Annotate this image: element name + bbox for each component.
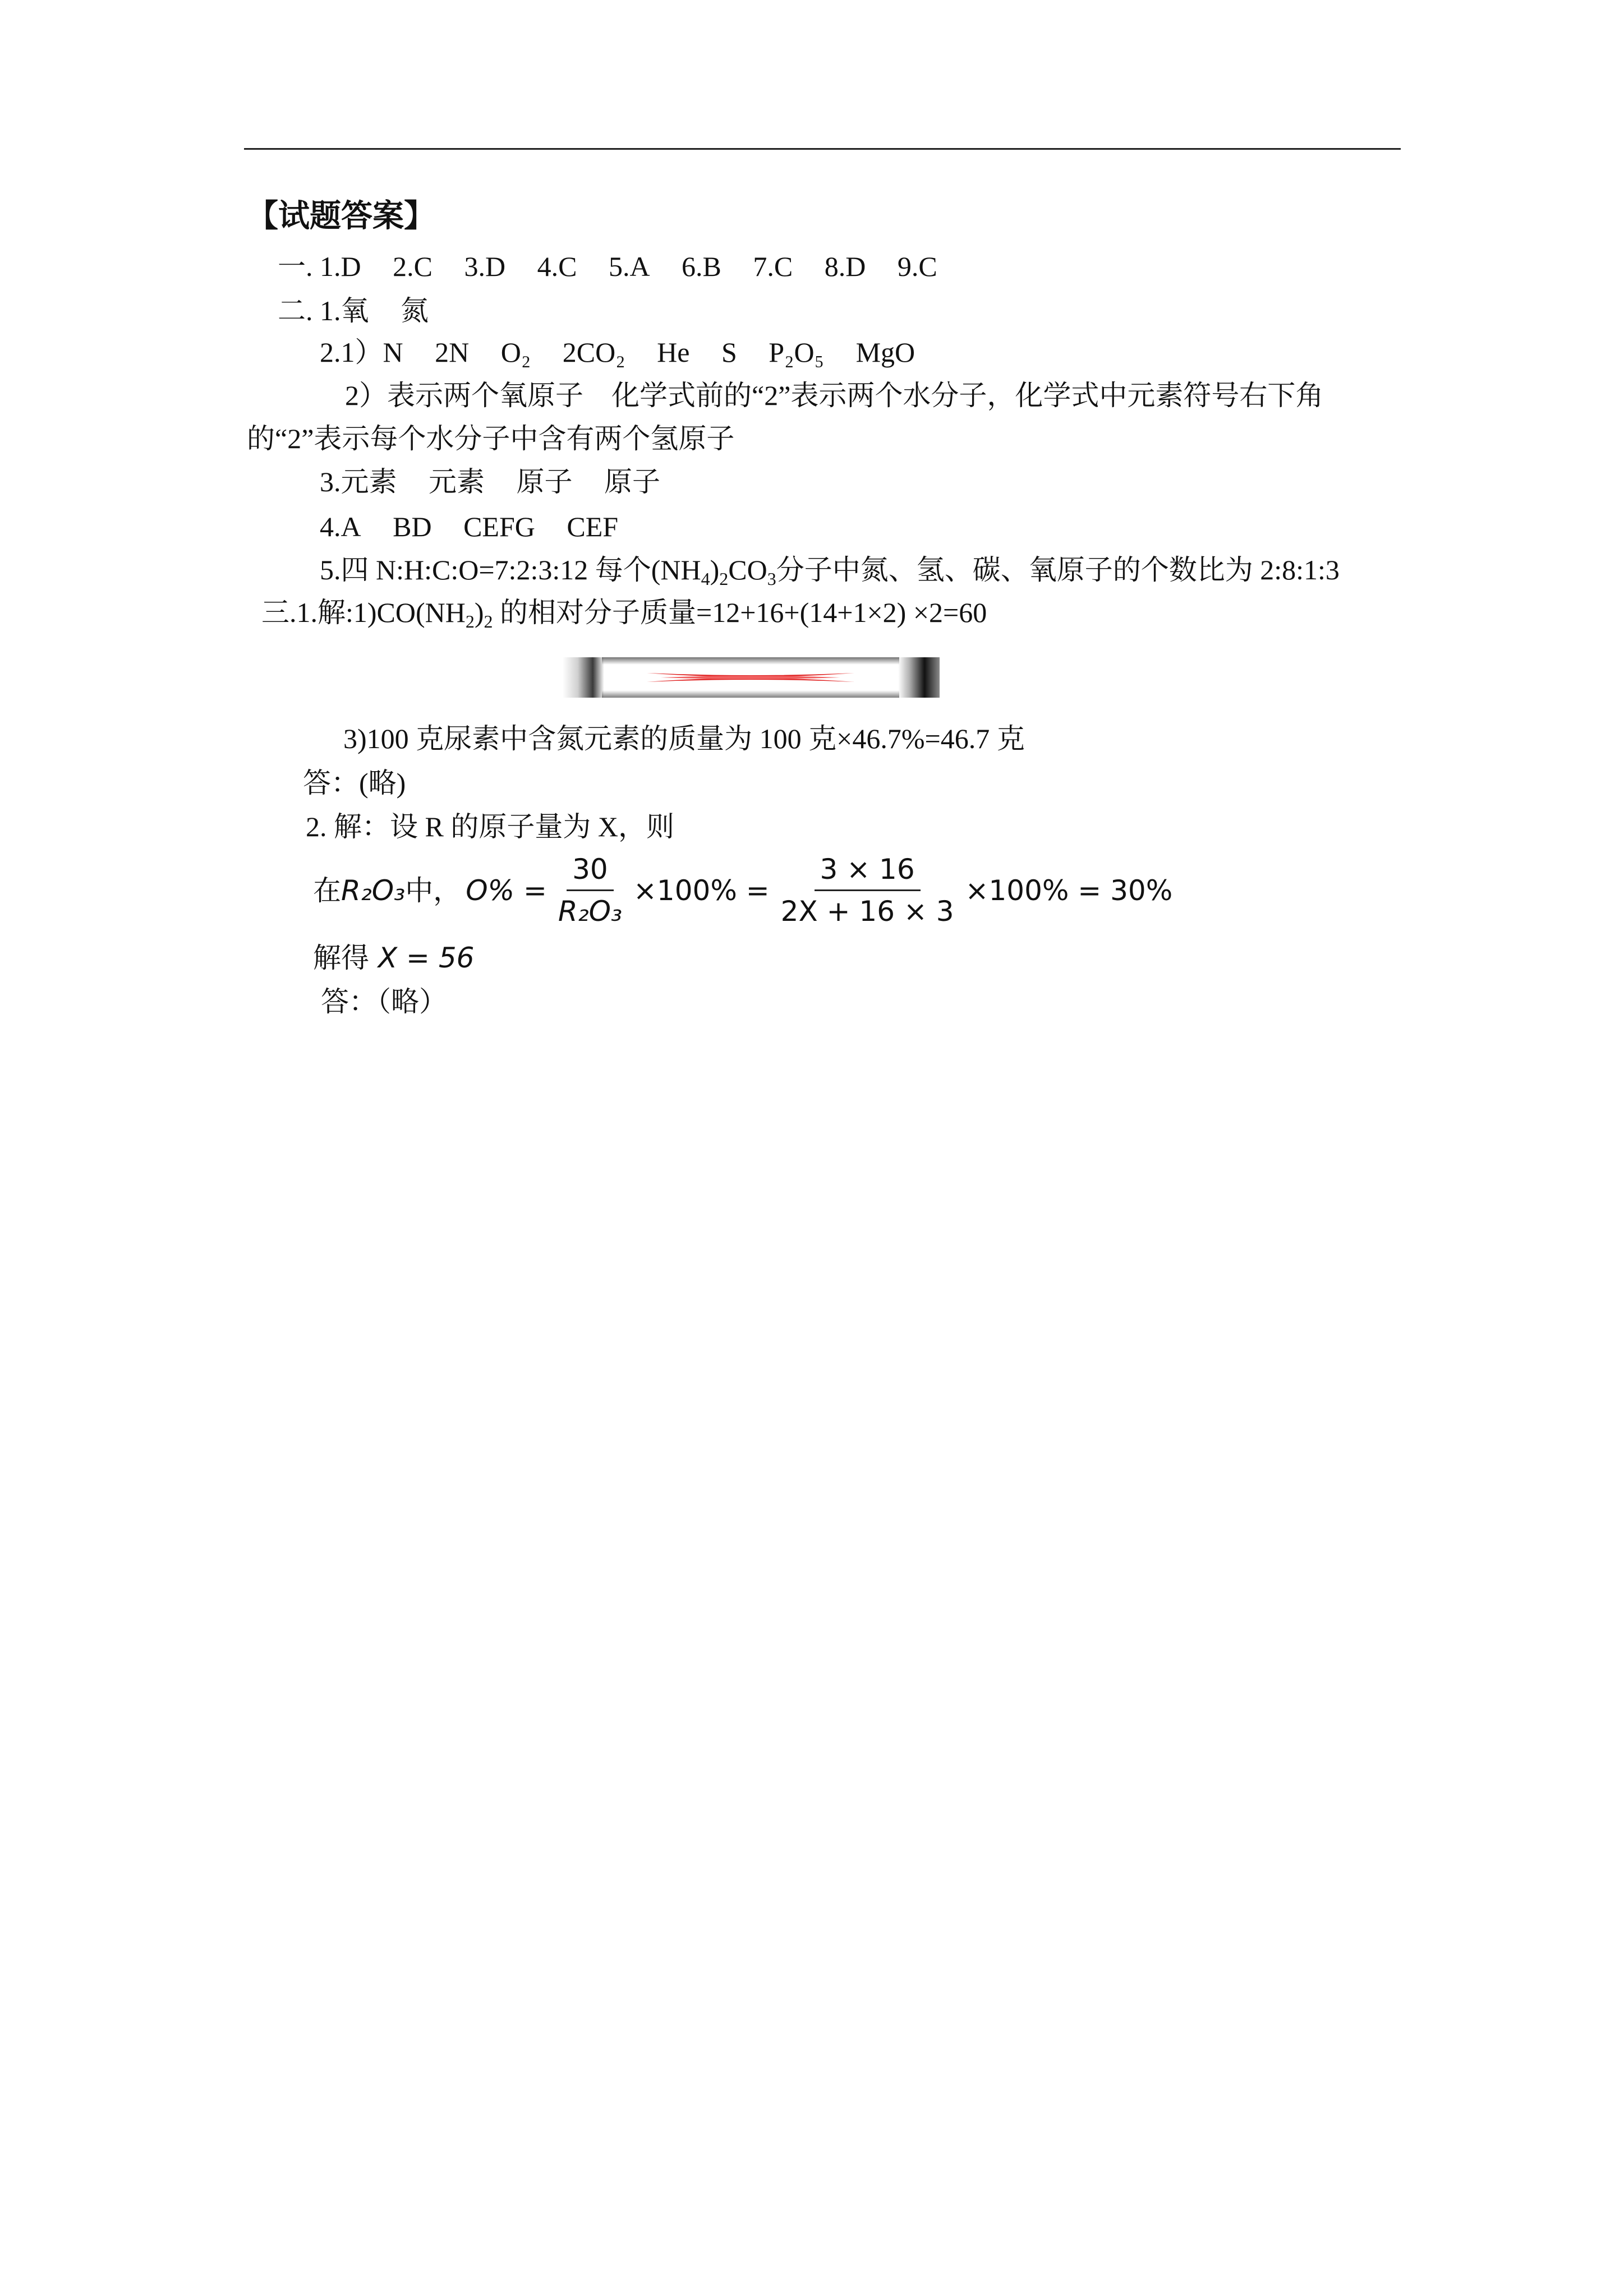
formula-o-percent: O% = <box>466 874 547 907</box>
percentage-formula <box>313 852 1172 928</box>
question-number: 1. <box>320 295 341 326</box>
question-number: 3. <box>320 466 341 497</box>
answer-item: A <box>341 511 361 542</box>
answer-item: MgO <box>855 336 915 368</box>
answer-item: 氮 <box>401 295 429 326</box>
section3-answer-2: 答：（略） <box>321 985 447 1018</box>
section2-q3 <box>320 465 685 499</box>
section3-q2-intro: 2. 解：设 R 的原子量为 X，则 <box>306 811 674 842</box>
solve-label: 解得 <box>313 942 369 974</box>
formula-times-2: ×100% = 30% <box>965 874 1173 907</box>
element-ratio: N:H:C:O=7:2:3:12 <box>376 554 588 585</box>
section2-q2-1 <box>320 335 940 369</box>
formula-times-1: ×100% = <box>633 874 770 907</box>
answer-item: P₂O₅ <box>769 336 825 368</box>
answer-item: 2N <box>435 336 470 368</box>
answer-item: 氧 <box>341 295 369 326</box>
urea-formula-text: 三.1.解:1)CO(NH <box>261 597 466 628</box>
answer-item: S <box>721 336 737 368</box>
answer-item: 2CO₂ <box>562 336 625 368</box>
section3-q1-line3: 3)100 克尿素中含氮元素的质量为 100 克×46.7%=46.7 克 <box>343 723 1025 754</box>
answer-item: 5.A <box>608 251 650 282</box>
answer-item: 9.C <box>897 251 937 282</box>
section2-prefix: 二. <box>278 295 313 326</box>
section2-q5: 5.四 N:H:C:O=7:2:3:12 每个$(NH_4)_2CO_3$分子中氮、氢、碳、氧原子的个数比为 2:8:1:3 <box>320 554 1340 589</box>
answer-item: O₂ <box>500 336 531 368</box>
answer-item: 原子 <box>604 466 660 497</box>
q5-text-after: 分子中氮、氢、碳、氧原子的个数比为 2:8:1:3 <box>776 554 1340 585</box>
embedded-image-bar <box>563 657 940 698</box>
answer-item: 8.D <box>824 251 866 282</box>
answer-item: He <box>657 336 690 368</box>
fraction-1 <box>553 852 628 928</box>
solve-expression: X = 56 <box>378 942 475 974</box>
section2-q2-2-line1: 2）表示两个氧原子 化学式前的“2”表示两个水分子，化学式中元素符号右下角 <box>345 380 1324 411</box>
header-rule <box>244 148 1401 150</box>
section2-q4 <box>320 510 643 543</box>
page-title: 【试题答案】 <box>247 199 435 234</box>
answer-item: 2.C <box>393 251 433 282</box>
section2-q2-2-line2: 的“2”表示每个水分子中含有两个氢原子 <box>247 423 735 454</box>
section3-q1-line1: 三.1.解$:1)CO(NH_2)_2$ 的相对分子质量=12+16+(14+1×2) ×2=60 <box>261 597 987 631</box>
fraction-1-denominator: R₂O₃ <box>558 895 623 928</box>
formula-r2o3: R₂O₃ <box>341 874 406 907</box>
section3-answer-1: 答：(略) <box>303 767 406 799</box>
solve-result <box>313 941 474 975</box>
answer-item: 7.C <box>753 251 793 282</box>
answer-item: 3.D <box>464 251 506 282</box>
formula-mid: 中， <box>405 874 462 907</box>
fraction-2 <box>775 852 960 928</box>
fraction-1-numerator: 30 <box>567 852 614 891</box>
answer-item: 元素 <box>429 466 485 497</box>
answer-item: CEFG <box>463 511 535 542</box>
question-number: 2.1） <box>320 336 383 368</box>
section1-prefix: 一. <box>278 251 313 282</box>
fraction-2-denominator: 2X + 16 × 3 <box>780 895 954 928</box>
answer-item: 元素 <box>341 466 397 497</box>
answer-item: 6.B <box>682 251 721 282</box>
answer-item: CEF <box>567 511 619 542</box>
section2-q1 <box>278 294 453 328</box>
section1-answers <box>278 250 962 283</box>
question-number: 5.四 <box>320 554 369 585</box>
answer-item: 4.C <box>537 251 577 282</box>
answer-item: 1.D <box>320 251 361 282</box>
molecular-mass-text: 的相对分子质量=12+16+(14+1×2) ×2=60 <box>500 597 987 628</box>
answer-item: BD <box>393 511 432 542</box>
answer-item: N <box>383 336 403 368</box>
answer-item: 原子 <box>516 466 573 497</box>
fraction-2-numerator: 3 × 16 <box>815 852 921 891</box>
formula-lead: 在 <box>313 874 341 907</box>
question-number: 4. <box>320 511 341 542</box>
q5-text-before: 每个(NH <box>595 554 701 585</box>
